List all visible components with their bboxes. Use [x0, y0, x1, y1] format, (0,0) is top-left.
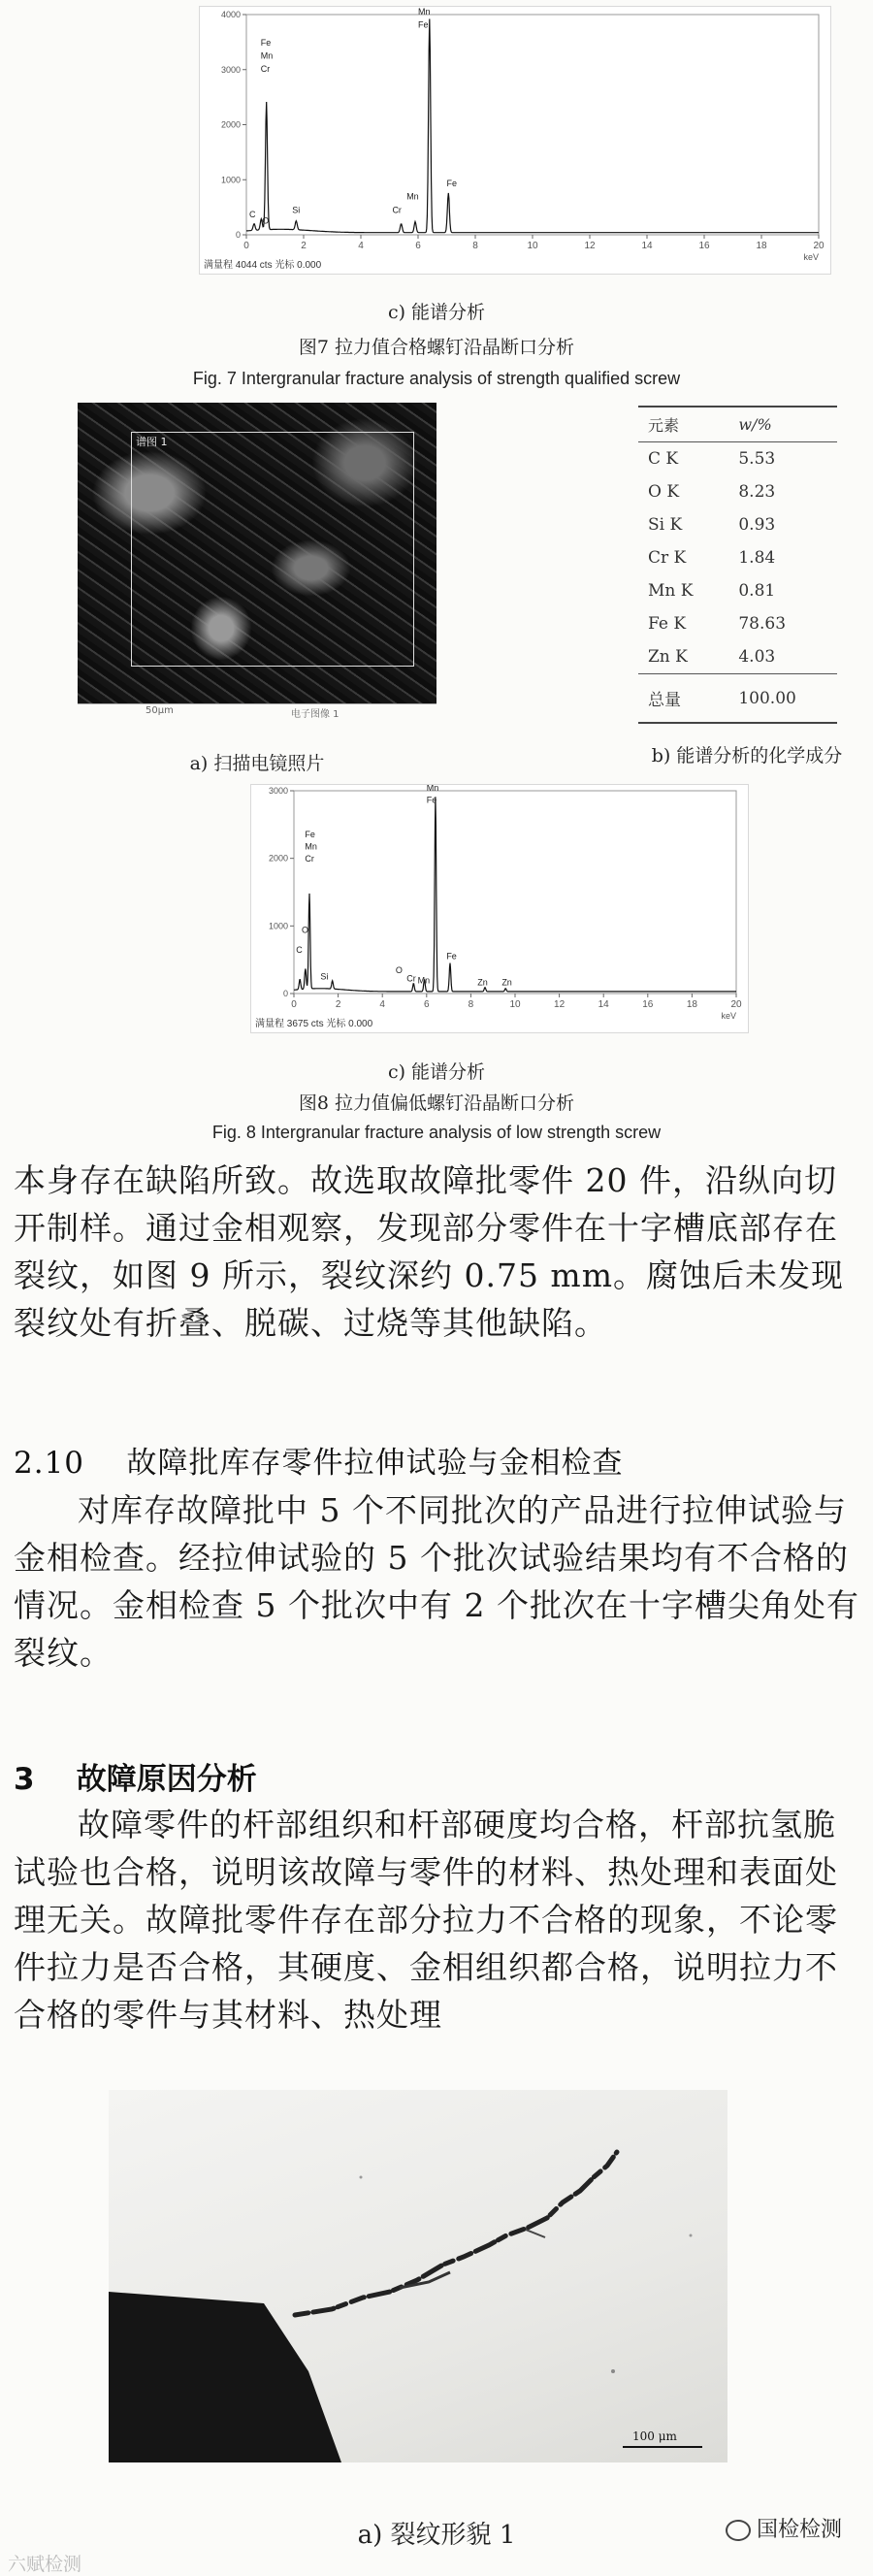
sem-scale-bar: [78, 703, 436, 720]
peak-label: Fe: [418, 19, 429, 30]
table-row: [638, 574, 837, 607]
y-tick-label: 2000: [220, 119, 241, 130]
y-tick-label: 2000: [268, 853, 288, 864]
sem-image-label: 电子图像 1: [291, 709, 340, 720]
value-cell: 8.23: [738, 482, 776, 502]
x-tick-label: 2: [335, 999, 341, 1010]
peak-label: Fe: [305, 830, 315, 840]
y-tick-label: 0: [235, 230, 241, 240]
body-text-block-3: [14, 1801, 859, 2038]
value-cell: 0.93: [738, 515, 776, 535]
peak-label: Mn: [426, 785, 439, 793]
body-text-block-1: [14, 1157, 859, 1347]
total-value: 100.00: [728, 674, 837, 723]
value-cell: 1.84: [738, 548, 776, 568]
value-cell: 78.63: [738, 614, 787, 634]
peak-label: Cr: [392, 205, 402, 215]
table-row: [638, 640, 837, 674]
x-tick-label: 6: [424, 999, 430, 1010]
body-text-block-2: [14, 1486, 859, 1677]
peak-label: Mn: [418, 7, 431, 16]
table-row: [638, 607, 837, 640]
y-tick-label: 4000: [220, 10, 241, 19]
peak-label: Fe: [446, 179, 458, 189]
element-cell: C K: [648, 449, 679, 469]
fig9-caption: a) 裂纹形貌 1: [357, 2521, 516, 2550]
x-tick-label: 0: [243, 241, 249, 251]
section-3-heading: 3 故障原因分析: [14, 1762, 257, 1797]
peak-label: Mn: [305, 841, 317, 852]
brand-label: [726, 2513, 842, 2543]
header-element: 元素: [638, 408, 728, 442]
element-cell: Fe K: [648, 614, 687, 634]
plot-frame: [294, 791, 736, 994]
spectrum-footer: 满量程 4044 cts 光标 0.000: [204, 260, 322, 271]
spectrum-trace: [294, 797, 736, 992]
header-mass-fraction: w/%: [728, 408, 837, 442]
x-tick-label: 20: [730, 999, 742, 1010]
crack-micrograph: [109, 2090, 728, 2462]
element-cell: Mn K: [648, 581, 694, 601]
y-tick-label: 1000: [268, 921, 288, 931]
peak-label: O: [262, 215, 270, 226]
spectrum-trace: [246, 19, 819, 233]
y-tick-label: 1000: [220, 175, 241, 185]
paragraph-defect-cause: 本身存在缺陷所致。故选取故障批零件 20 件，沿纵向切开制样。通过金相观察，发现部分零件在十字槽底部存在裂纹，如图 9 所示，裂纹深约 0.75 mm。腐蚀后未发现裂纹处有折叠、脱碳、过烧等其他缺陷。: [14, 1161, 845, 1342]
peak-label: Mn: [417, 975, 431, 986]
section-2-10-heading: 2.10 故障批库存零件拉伸试验与金相检查: [14, 1446, 624, 1481]
table-row: [638, 475, 837, 508]
peak-label: Zn: [477, 977, 488, 988]
fig7-caption-cn: 图7 拉力值合格螺钉沿晶断口分析: [298, 337, 575, 358]
value-cell: 4.03: [738, 647, 776, 667]
wechat-icon: [726, 2520, 751, 2541]
x-tick-label: 12: [584, 241, 596, 251]
y-tick-label: 0: [282, 989, 288, 998]
x-tick-label: 4: [358, 241, 364, 251]
crack-branch: [526, 2230, 545, 2237]
x-tick-label: 2: [301, 241, 307, 251]
x-tick-label: 10: [527, 241, 538, 251]
x-tick-label: 20: [813, 241, 824, 251]
element-cell: O K: [648, 482, 680, 502]
spectrum-footer: 满量程 3675 cts 光标 0.000: [255, 1019, 373, 1029]
peak-label: O: [301, 925, 308, 935]
fig9-crack-photo: [109, 2090, 728, 2462]
x-tick-label: 16: [642, 999, 654, 1010]
peak-label: Si: [292, 205, 301, 215]
peak-label: Fe: [446, 951, 457, 962]
peak-label: O: [395, 965, 403, 976]
peak-label: Fe: [260, 37, 272, 48]
spectrum-region-box: [131, 432, 414, 667]
table-header-row: [638, 408, 837, 442]
paragraph-cause-analysis: 故障零件的杆部组织和杆部硬度均合格，杆部抗氢脆试验也合格，说明该故障与零件的材料、热处理和表面处理无关。故障批零件存在部分拉力不合格的现象，不论零件拉力是否合格，其硬度、金相组织都合格，说明拉力不合格的零件与其材料、热处理: [14, 1806, 838, 2034]
x-tick-label: 8: [472, 241, 478, 251]
x-tick-label: 18: [686, 999, 697, 1010]
brand-name: 国检检测: [757, 2518, 843, 2542]
fig9-scale-text: 100 μm: [632, 2429, 677, 2443]
peak-label: Mn: [406, 191, 419, 202]
composition-table: [638, 406, 837, 724]
element-cell: Zn K: [648, 647, 688, 667]
table-row: [638, 442, 837, 476]
y-tick-label: 3000: [268, 786, 288, 796]
x-tick-label: 12: [554, 999, 566, 1010]
fig8-spectrum-panel: [250, 784, 749, 1033]
peak-label: Cr: [260, 64, 271, 75]
x-tick-label: 18: [756, 241, 767, 251]
fig7-caption-en: Fig. 7 Intergranular fracture analysis of strength qualified screw: [192, 369, 681, 388]
fig8-caption-en: Fig. 8 Intergranular fracture analysis of low strength screw: [211, 1123, 662, 1142]
x-tick-label: 10: [509, 999, 521, 1010]
fig8-table-caption: b) 能谱分析的化学成分: [651, 745, 843, 766]
fig7-sub-caption: c) 能谱分析: [387, 302, 486, 323]
peak-label: Zn: [501, 977, 512, 988]
fig8-caption-cn: 图8 拉力值偏低螺钉沿晶断口分析: [298, 1092, 575, 1114]
x-tick-label: 8: [468, 999, 474, 1010]
x-tick-label: 4: [379, 999, 385, 1010]
sem-scale-text: 50μm: [146, 705, 174, 716]
x-tick-label: 14: [641, 241, 653, 251]
fig7-spectrum-panel: [199, 6, 831, 275]
y-tick-label: 3000: [220, 64, 241, 75]
crack-line: [295, 2152, 617, 2315]
fig8-sem-photo: [78, 403, 436, 703]
peak-label: Cr: [305, 854, 314, 864]
x-tick-label: 14: [598, 999, 609, 1010]
x-unit-label: keV: [803, 252, 819, 262]
table-total-row: [638, 674, 837, 723]
table-row: [638, 541, 837, 574]
total-label: 总量: [638, 674, 728, 723]
peak-label: C: [248, 209, 256, 219]
plot-frame: [246, 15, 819, 235]
peak-label: Fe: [426, 795, 437, 805]
fig8-sub-caption: c) 能谱分析: [387, 1061, 486, 1083]
peak-label: Cr: [406, 973, 416, 984]
sem-region-label: 谱图 1: [136, 436, 168, 448]
x-tick-label: 16: [698, 241, 710, 251]
x-unit-label: keV: [721, 1011, 736, 1021]
x-tick-label: 6: [415, 241, 421, 251]
fig7-spectrum-chart: [200, 7, 830, 274]
watermark-text: 六赋检测: [8, 2554, 82, 2575]
value-cell: 5.53: [738, 449, 776, 469]
peak-label: Si: [320, 971, 329, 982]
paragraph-stock-test: 对库存故障批中 5 个不同批次的产品进行拉伸试验与金相检查。经拉伸试验的 5 个批次试验结果均有不合格的情况。金相检查 5 个批次中有 2 个批次在十字槽尖角处有裂纹。: [14, 1491, 859, 1672]
fig8-sem-caption: a) 扫描电镜照片: [189, 753, 325, 774]
element-cell: Cr K: [648, 548, 687, 568]
value-cell: 0.81: [738, 581, 776, 601]
element-cell: Si K: [648, 515, 683, 535]
table-body: [638, 442, 837, 723]
peak-label: Mn: [260, 50, 274, 61]
table-row: [638, 508, 837, 541]
fig8-spectrum-chart: [251, 785, 748, 1032]
x-tick-label: 0: [291, 999, 297, 1010]
peak-label: C: [296, 945, 303, 956]
screw-body-region: [109, 2292, 341, 2462]
